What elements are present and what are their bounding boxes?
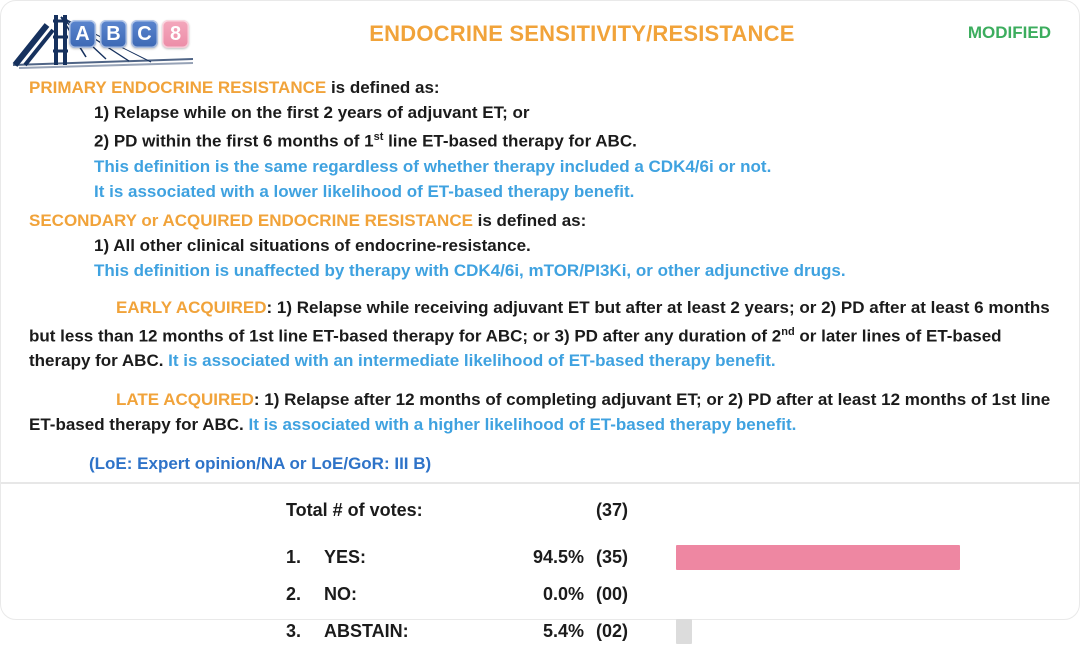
vote-pct: 0.0% <box>542 584 584 605</box>
primary-heading-line <box>29 75 1051 100</box>
early-acquired-paragraph <box>29 295 1051 374</box>
vote-bar-cell <box>654 619 1051 644</box>
primary-item-1: 1) Relapse while on the first 2 years of adjuvant ET; or <box>94 103 530 122</box>
vote-num: 2. <box>286 584 302 605</box>
secondary-item-1: 1) All other clinical situations of endocrine-resistance. <box>94 235 531 255</box>
loe-line: (LoE: Expert opinion/NA or LoE/GoR: III B) <box>89 454 432 474</box>
primary-note-1: This definition is the same regardless of whether therapy included a CDK4/6i or not. <box>94 156 772 176</box>
vote-count: (00) <box>596 584 629 605</box>
primary-heading: PRIMARY ENDOCRINE RESISTANCE <box>29 78 327 97</box>
total-votes-label: Total # of votes: <box>286 500 423 521</box>
early-acquired-sup: nd <box>781 325 795 338</box>
vote-row-abstain <box>286 613 1051 650</box>
vote-num: 1. <box>286 547 302 568</box>
total-votes-row <box>286 492 1051 529</box>
vote-bar-cell <box>654 545 1051 570</box>
late-acquired-label: LATE ACQUIRED <box>116 390 254 410</box>
abc8-logo <box>11 7 196 69</box>
logo-tile-b: B <box>100 20 127 48</box>
vote-count: (02) <box>596 621 629 642</box>
logo-letter-tiles <box>69 20 189 48</box>
abstain-vote-bar <box>676 619 692 644</box>
logo-tile-8: 8 <box>162 20 189 48</box>
voting-spacer <box>286 529 1051 539</box>
vote-row-no <box>286 576 1051 613</box>
title-wrap <box>196 7 968 47</box>
vote-label: ABSTAIN: <box>324 621 409 642</box>
vote-pct: 94.5% <box>532 547 584 568</box>
primary-note-2: It is associated with a lower likelihood of ET-based therapy benefit. <box>94 181 635 201</box>
early-acquired-label: EARLY ACQUIRED <box>116 297 267 317</box>
late-acquired-note: It is associated with a higher likelihood of ET-based therapy benefit. <box>248 415 797 435</box>
primary-item-2-pre: 2) PD within the first 6 months of 1 <box>94 131 374 151</box>
vote-count: (35) <box>596 547 629 568</box>
secondary-heading-suffix: is defined as: <box>472 210 587 230</box>
secondary-note-1: This definition is unaffected by therapy with CDK4/6i, mTOR/PI3Ki, or other adjunctive drugs. <box>94 260 846 280</box>
secondary-heading: SECONDARY or ACQUIRED ENDOCRINE RESISTANCE <box>29 210 473 230</box>
vote-num: 3. <box>286 621 302 642</box>
logo-tile-c: C <box>131 20 158 48</box>
divider-line <box>1 482 1079 484</box>
page-title: ENDOCRINE SENSITIVITY/RESISTANCE <box>369 21 795 46</box>
definitions-content <box>1 71 1079 650</box>
header <box>1 1 1079 71</box>
late-acquired-text: : 1) Relapse after 12 months of completing adjuvant ET; or 2) PD after at least 12 months of 1st line ET-based therapy for ABC. <box>29 390 1051 435</box>
primary-item-2-sup: st <box>373 131 384 143</box>
primary-item-2 <box>29 125 1051 154</box>
total-votes-value: (37) <box>596 500 629 521</box>
yes-vote-bar <box>676 545 960 570</box>
logo-tile-a: A <box>69 20 96 48</box>
voting-results <box>286 492 1051 650</box>
vote-pct: 5.4% <box>542 621 584 642</box>
secondary-heading-line <box>29 208 1051 233</box>
modified-badge: MODIFIED <box>967 23 1051 42</box>
primary-item-2-post: line ET-based therapy for ABC. <box>383 131 637 151</box>
early-acquired-text-post: or later lines of ET-based therapy for ABC. <box>29 326 1002 371</box>
early-acquired-note: It is associated with an intermediate likelihood of ET-based therapy benefit. <box>168 351 776 371</box>
primary-heading-suffix: is defined as: <box>326 78 440 97</box>
early-acquired-text-pre: : 1) Relapse while receiving adjuvant ET but after at least 2 years; or 2) PD after at least 6 months but less than 12 months of 1st line ET-based therapy for ABC; or 3) PD after any duration of 2 <box>29 297 1050 346</box>
late-acquired-paragraph <box>29 387 1051 437</box>
vote-label: NO: <box>324 584 357 605</box>
vote-row-yes <box>286 539 1051 576</box>
vote-label: YES: <box>324 547 367 568</box>
